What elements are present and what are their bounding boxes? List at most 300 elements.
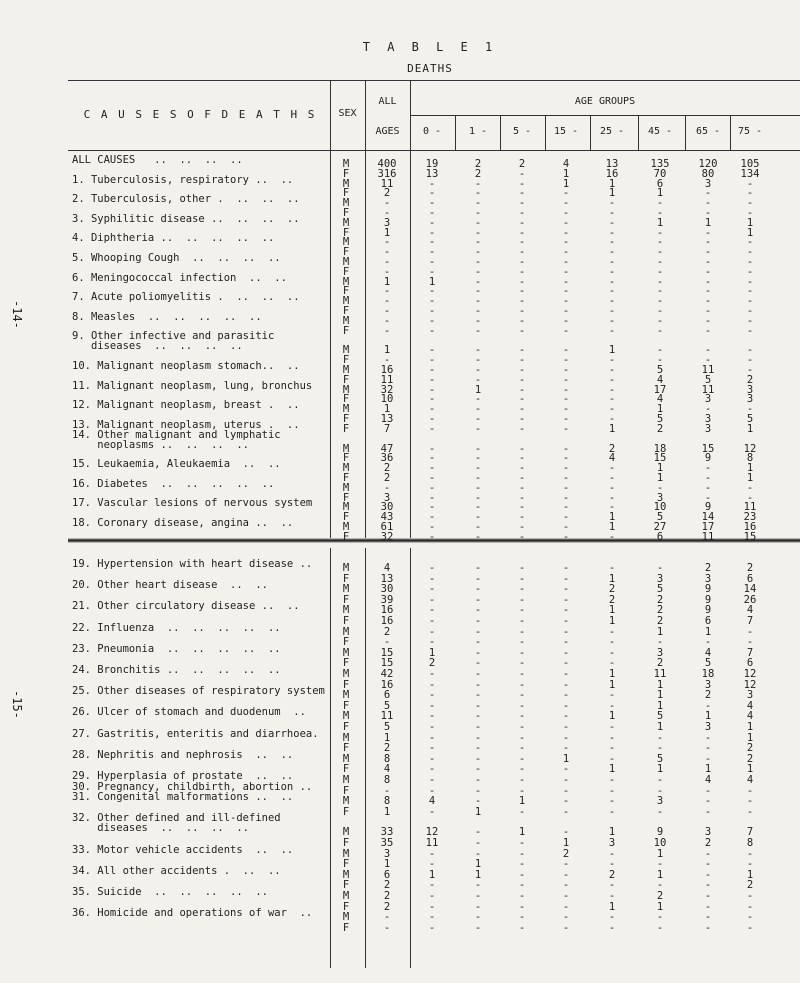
age-group-cell: 6 bbox=[746, 657, 754, 670]
age-group-cell: - bbox=[518, 562, 526, 574]
sex-cell: F bbox=[342, 413, 350, 425]
age-group-cell: - bbox=[562, 774, 570, 786]
all-ages-cell: 4 bbox=[383, 763, 391, 776]
age-group-cell: - bbox=[428, 442, 436, 455]
age-group-cell: - bbox=[656, 774, 664, 786]
age-group-cell: 7 bbox=[746, 646, 754, 659]
age-group-cell: - bbox=[746, 256, 754, 268]
age-group-cell: - bbox=[746, 491, 754, 504]
age-group-cell: 1 bbox=[562, 177, 570, 190]
age-group-cell: - bbox=[428, 364, 436, 376]
table-subtitle: DEATHS bbox=[407, 62, 453, 75]
age-group-cell: - bbox=[562, 422, 570, 435]
age-group-cell: - bbox=[656, 314, 664, 327]
age-group-cell: - bbox=[474, 678, 482, 691]
age-group-cell: 1 bbox=[656, 216, 664, 229]
age-group-cell: 4 bbox=[704, 646, 712, 659]
sex-cell: F bbox=[342, 226, 350, 239]
age-group-cell: - bbox=[746, 364, 754, 376]
age-group-cell: - bbox=[428, 911, 436, 924]
all-ages-cell: 1 bbox=[383, 403, 391, 416]
age-group-cell: 1 bbox=[656, 721, 664, 733]
age-group-cell: - bbox=[562, 354, 570, 367]
age-group-cell: - bbox=[746, 636, 754, 649]
cause-label: 2. Tuberculosis, other . .. .. .. bbox=[72, 193, 300, 206]
age-group-cell: - bbox=[474, 285, 482, 298]
age-group-cell: - bbox=[428, 763, 436, 776]
age-group-cell: 1 bbox=[474, 868, 482, 881]
sex-cell: M bbox=[342, 256, 350, 268]
age-group-cell: - bbox=[428, 383, 436, 396]
age-group-cell: - bbox=[428, 207, 436, 219]
age-group-cell: 1 bbox=[608, 826, 616, 839]
age-group-cell: - bbox=[562, 583, 570, 596]
cause-label: 15. Leukaemia, Aleukaemia .. .. bbox=[72, 458, 281, 471]
age-group-cell: 2 bbox=[608, 583, 616, 596]
age-group-cell: 4 bbox=[746, 604, 754, 617]
age-group-cell: - bbox=[518, 383, 526, 396]
age-group-cell: - bbox=[608, 373, 616, 386]
age-group-cell: - bbox=[428, 187, 436, 200]
cause-label: 22. Influenza .. .. .. .. .. bbox=[72, 621, 281, 634]
age-group-cell: - bbox=[428, 413, 436, 425]
age-group-cell: - bbox=[562, 236, 570, 249]
age-group-cell: 12 bbox=[425, 826, 439, 839]
age-group-cell: - bbox=[518, 187, 526, 200]
age-group-cell: - bbox=[608, 393, 616, 406]
sex-cell: F bbox=[342, 837, 350, 849]
all-ages-cell: 1 bbox=[383, 805, 391, 818]
age-group-cell: - bbox=[746, 295, 754, 308]
age-group-cell: - bbox=[608, 742, 616, 755]
all-ages-cell: 47 bbox=[380, 442, 394, 455]
sex-cell: M bbox=[342, 344, 350, 357]
cause-label: 34. All other accidents . .. .. bbox=[72, 864, 281, 877]
age-group-cell: - bbox=[562, 625, 570, 638]
age-group-cell: - bbox=[608, 795, 616, 808]
age-group-cell: - bbox=[608, 501, 616, 514]
all-ages-cell: - bbox=[383, 324, 391, 337]
all-ages-cell: 11 bbox=[380, 373, 394, 386]
age-group-cell: 1 bbox=[656, 472, 664, 484]
age-group-cell: - bbox=[474, 593, 482, 606]
age-group-cell: - bbox=[704, 226, 712, 239]
all-ages-cell: - bbox=[383, 197, 391, 210]
age-group-cell: 2 bbox=[608, 442, 616, 455]
sex-cell: F bbox=[342, 572, 350, 585]
cause-label: ALL CAUSES .. .. .. .. bbox=[72, 154, 243, 166]
age-group-cell: - bbox=[474, 314, 482, 327]
age-group-cell: - bbox=[474, 236, 482, 249]
all-ages-cell: 2 bbox=[383, 472, 391, 484]
age-group-cell: - bbox=[474, 774, 482, 786]
age-group-cell: 16 bbox=[743, 521, 757, 533]
cause-label: 27. Gastritis, enteritis and diarrhoea. bbox=[72, 727, 319, 740]
age-group-cell: - bbox=[746, 246, 754, 259]
age-group-cell: - bbox=[474, 344, 482, 357]
age-group-cell: - bbox=[562, 442, 570, 455]
age-group-cell: - bbox=[428, 197, 436, 210]
age-group-cell: - bbox=[656, 295, 664, 308]
age-group-cell: 3 bbox=[608, 837, 616, 849]
age-group-cell: - bbox=[428, 285, 436, 298]
sex-cell: M bbox=[342, 774, 350, 786]
age-group-cell: - bbox=[518, 275, 526, 288]
age-group-cell: - bbox=[562, 731, 570, 744]
age-group-cell: - bbox=[518, 615, 526, 627]
age-group-cell: 2 bbox=[656, 615, 664, 627]
age-group-cell: - bbox=[428, 462, 436, 475]
sex-cell: M bbox=[342, 562, 350, 574]
age-group-cell: 6 bbox=[746, 572, 754, 585]
age-group-cell: - bbox=[562, 604, 570, 617]
age-group-cell: - bbox=[518, 521, 526, 533]
age-group-cell: 3 bbox=[656, 795, 664, 808]
age-group-cell: 16 bbox=[605, 167, 619, 180]
cause-label: 18. Coronary disease, angina .. .. bbox=[72, 517, 294, 529]
age-group-cell: - bbox=[704, 462, 712, 475]
age-group-cell: - bbox=[428, 265, 436, 278]
sex-cell: F bbox=[342, 373, 350, 386]
cause-label: 6. Meningococcal infection .. .. bbox=[72, 271, 287, 284]
age-group-cell: 10 bbox=[653, 501, 667, 514]
all-ages-cell: 4 bbox=[383, 562, 391, 574]
all-ages-cell: - bbox=[383, 314, 391, 327]
age-group-cell: 2 bbox=[746, 879, 754, 892]
age-group-cell: - bbox=[656, 285, 664, 298]
age-group-cell: - bbox=[608, 295, 616, 308]
header-age-0: 0 - bbox=[422, 126, 442, 137]
age-group-cell: - bbox=[474, 452, 482, 465]
age-group-cell: - bbox=[518, 511, 526, 524]
age-group-cell: - bbox=[704, 246, 712, 259]
cause-label: 8. Measles .. .. .. .. .. bbox=[72, 310, 262, 323]
cause-label: 28. Nephritis and nephrosis .. .. bbox=[72, 748, 294, 761]
sex-cell: M bbox=[342, 689, 350, 702]
header-age-groups: AGE GROUPS bbox=[574, 96, 636, 107]
age-group-cell: - bbox=[428, 921, 436, 934]
age-group-cell: - bbox=[518, 731, 526, 744]
age-group-cell: 1 bbox=[608, 572, 616, 585]
all-ages-cell: 15 bbox=[380, 657, 394, 670]
all-ages-cell: 1 bbox=[383, 226, 391, 239]
all-ages-cell: 36 bbox=[380, 452, 394, 465]
age-group-cell: - bbox=[428, 354, 436, 367]
age-group-cell: - bbox=[474, 625, 482, 638]
header-age-3: 15 - bbox=[553, 126, 579, 137]
header-age-2: 5 - bbox=[512, 126, 532, 137]
all-ages-cell: 2 bbox=[383, 879, 391, 892]
age-group-cell: - bbox=[428, 521, 436, 533]
age-group-cell: 3 bbox=[704, 393, 712, 406]
age-group-cell: - bbox=[656, 742, 664, 755]
age-group-cell: - bbox=[474, 187, 482, 200]
age-group-cell: - bbox=[704, 481, 712, 494]
age-group-cell: 2 bbox=[746, 752, 754, 765]
age-group-cell: 4 bbox=[746, 699, 754, 712]
sex-cell: M bbox=[342, 668, 350, 680]
all-ages-cell: - bbox=[383, 354, 391, 367]
age-group-cell: - bbox=[608, 403, 616, 416]
age-group-cell: 135 bbox=[650, 158, 670, 170]
age-group-cell: - bbox=[474, 752, 482, 765]
sex-cell: M bbox=[342, 462, 350, 475]
age-group-cell: - bbox=[608, 530, 616, 543]
age-group-cell: 23 bbox=[743, 511, 757, 524]
age-group-cell: - bbox=[428, 805, 436, 818]
all-ages-cell: 61 bbox=[380, 521, 394, 533]
age-group-cell: - bbox=[518, 763, 526, 776]
age-group-cell: - bbox=[518, 246, 526, 259]
age-group-cell: 3 bbox=[656, 572, 664, 585]
age-group-cell: - bbox=[518, 752, 526, 765]
age-group-cell: - bbox=[562, 657, 570, 670]
cause-label: 17. Vascular lesions of nervous system bbox=[72, 497, 313, 510]
age-group-cell: - bbox=[562, 890, 570, 902]
age-group-cell: 3 bbox=[656, 491, 664, 504]
age-group-cell: - bbox=[428, 314, 436, 327]
all-ages-cell: - bbox=[383, 265, 391, 278]
all-ages-cell: 13 bbox=[380, 572, 394, 585]
age-group-cell: - bbox=[562, 900, 570, 913]
age-group-cell: - bbox=[474, 921, 482, 934]
age-group-cell: - bbox=[704, 275, 712, 288]
age-group-cell: 1 bbox=[608, 604, 616, 617]
all-ages-cell: - bbox=[383, 285, 391, 298]
sex-cell: F bbox=[342, 657, 350, 670]
age-group-cell: 4 bbox=[656, 373, 664, 386]
age-group-cell: - bbox=[656, 207, 664, 219]
age-group-cell: - bbox=[428, 177, 436, 190]
age-group-cell: - bbox=[562, 879, 570, 892]
sex-cell: M bbox=[342, 521, 350, 533]
sex-cell: M bbox=[342, 583, 350, 596]
age-group-cell: - bbox=[474, 530, 482, 543]
page-number-top: -14- bbox=[10, 300, 24, 329]
age-group-cell: - bbox=[474, 364, 482, 376]
age-group-cell: 1 bbox=[656, 187, 664, 200]
sex-cell: M bbox=[342, 646, 350, 659]
age-group-cell: - bbox=[474, 472, 482, 484]
header-age-1: 1 - bbox=[468, 126, 488, 137]
age-group-cell: - bbox=[474, 890, 482, 902]
age-group-cell: 2 bbox=[746, 562, 754, 574]
age-group-cell: - bbox=[746, 314, 754, 327]
age-group-cell: - bbox=[428, 393, 436, 406]
age-group-cell: - bbox=[656, 921, 664, 934]
age-group-cell: - bbox=[518, 646, 526, 659]
age-group-cell: - bbox=[562, 187, 570, 200]
age-group-cell: 9 bbox=[704, 593, 712, 606]
age-group-cell: 1 bbox=[608, 763, 616, 776]
age-group-cell: - bbox=[562, 668, 570, 680]
age-group-cell: - bbox=[518, 256, 526, 268]
age-group-cell: - bbox=[562, 805, 570, 818]
age-group-cell: - bbox=[474, 636, 482, 649]
age-group-cell: - bbox=[474, 501, 482, 514]
age-group-cell: 4 bbox=[656, 393, 664, 406]
cause-label: 29. Hyperplasia of prostate .. .. bbox=[72, 770, 294, 782]
age-group-cell: 1 bbox=[746, 226, 754, 239]
age-group-cell: - bbox=[518, 837, 526, 849]
age-group-cell: - bbox=[704, 731, 712, 744]
age-group-cell: - bbox=[608, 911, 616, 924]
age-group-cell: - bbox=[656, 731, 664, 744]
age-group-cell: - bbox=[746, 858, 754, 871]
age-group-cell: - bbox=[746, 344, 754, 357]
age-group-cell: - bbox=[428, 742, 436, 755]
table-title: T A B L E 1 bbox=[362, 40, 498, 54]
all-ages-cell: 5 bbox=[383, 699, 391, 712]
age-group-cell: - bbox=[518, 530, 526, 543]
age-group-cell: 1 bbox=[746, 721, 754, 733]
all-ages-cell: 1 bbox=[383, 731, 391, 744]
age-group-cell: 1 bbox=[428, 868, 436, 881]
age-group-cell: - bbox=[428, 593, 436, 606]
age-group-cell: 3 bbox=[704, 826, 712, 839]
age-group-cell: 5 bbox=[656, 752, 664, 765]
age-group-cell: 11 bbox=[701, 364, 715, 376]
cause-label: 13. Malignant neoplasm, uterus . .. bbox=[72, 418, 300, 431]
age-group-cell: - bbox=[562, 911, 570, 924]
age-group-cell: 1 bbox=[562, 752, 570, 765]
age-group-cell: 3 bbox=[746, 383, 754, 396]
age-group-cell: - bbox=[704, 847, 712, 860]
cause-label: 1. Tuberculosis, respiratory .. .. bbox=[72, 173, 294, 186]
age-group-cell: - bbox=[562, 256, 570, 268]
age-group-cell: - bbox=[562, 226, 570, 239]
sex-cell: F bbox=[342, 921, 350, 934]
age-group-cell: - bbox=[518, 216, 526, 229]
age-group-cell: - bbox=[608, 625, 616, 638]
age-group-cell: 1 bbox=[608, 344, 616, 357]
age-group-cell: - bbox=[518, 324, 526, 337]
age-group-cell: 1 bbox=[746, 731, 754, 744]
age-group-cell: - bbox=[428, 678, 436, 691]
cause-label: 11. Malignant neoplasm, lung, bronchus bbox=[72, 379, 313, 392]
cause-label: 30. Pregnancy, childbirth, abortion .. bbox=[72, 780, 313, 793]
age-group-cell: - bbox=[562, 305, 570, 317]
header-age-4: 25 - bbox=[599, 126, 625, 137]
age-group-cell: - bbox=[746, 236, 754, 249]
age-group-cell: - bbox=[746, 197, 754, 210]
age-group-cell: - bbox=[656, 275, 664, 288]
all-ages-cell: - bbox=[383, 256, 391, 268]
age-group-cell: - bbox=[562, 246, 570, 259]
cause-label: 21. Other circulatory disease .. .. bbox=[72, 600, 300, 613]
age-group-cell: 19 bbox=[425, 158, 439, 170]
age-group-cell: - bbox=[746, 625, 754, 638]
age-group-cell: - bbox=[608, 226, 616, 239]
age-group-cell: - bbox=[656, 226, 664, 239]
age-group-cell: - bbox=[562, 646, 570, 659]
age-group-cell: - bbox=[474, 246, 482, 259]
age-group-cell: - bbox=[746, 207, 754, 219]
age-group-cell: - bbox=[704, 236, 712, 249]
all-ages-cell: 39 bbox=[380, 593, 394, 606]
age-group-cell: - bbox=[608, 462, 616, 475]
age-group-cell: - bbox=[656, 858, 664, 871]
sex-cell: F bbox=[342, 615, 350, 627]
age-group-cell: - bbox=[704, 805, 712, 818]
all-ages-cell: 8 bbox=[383, 752, 391, 765]
age-group-cell: - bbox=[518, 689, 526, 702]
age-group-cell: 7 bbox=[746, 615, 754, 627]
age-group-cell: - bbox=[562, 452, 570, 465]
age-group-cell: 11 bbox=[425, 837, 439, 849]
age-group-cell: - bbox=[518, 373, 526, 386]
age-group-cell: - bbox=[608, 246, 616, 259]
age-group-cell: - bbox=[562, 572, 570, 585]
all-ages-cell: - bbox=[383, 921, 391, 934]
age-group-cell: 17 bbox=[701, 521, 715, 533]
age-group-cell: - bbox=[656, 805, 664, 818]
age-group-cell: - bbox=[562, 501, 570, 514]
age-group-cell: - bbox=[518, 177, 526, 190]
age-group-cell: 10 bbox=[653, 837, 667, 849]
age-group-cell: 120 bbox=[698, 158, 718, 170]
cause-label: 14. Other malignant and lymphatic neoplasms .. .. .. .. bbox=[72, 428, 281, 451]
age-group-cell: - bbox=[704, 890, 712, 902]
age-group-cell: 2 bbox=[656, 422, 664, 435]
age-group-cell: - bbox=[428, 847, 436, 860]
age-group-cell: 1 bbox=[704, 763, 712, 776]
cause-label: 32. Other defined and ill-defined diseases .. .. .. .. bbox=[72, 812, 281, 835]
age-group-cell: - bbox=[428, 784, 436, 797]
all-ages-cell: 6 bbox=[383, 689, 391, 702]
age-group-cell: 4 bbox=[562, 158, 570, 170]
age-group-cell: - bbox=[428, 615, 436, 627]
age-group-cell: 12 bbox=[743, 442, 757, 455]
age-group-cell: - bbox=[518, 226, 526, 239]
sex-cell: F bbox=[342, 511, 350, 524]
age-group-cell: - bbox=[562, 530, 570, 543]
age-group-cell: - bbox=[704, 207, 712, 219]
age-group-cell: - bbox=[562, 207, 570, 219]
age-group-cell: - bbox=[704, 403, 712, 416]
age-group-cell: - bbox=[474, 413, 482, 425]
all-ages-cell: 2 bbox=[383, 900, 391, 913]
age-group-cell: - bbox=[608, 383, 616, 396]
sex-cell: F bbox=[342, 354, 350, 367]
age-group-cell: - bbox=[562, 763, 570, 776]
age-group-cell: - bbox=[746, 900, 754, 913]
age-group-cell: - bbox=[518, 593, 526, 606]
age-group-cell: - bbox=[518, 742, 526, 755]
age-group-cell: - bbox=[608, 689, 616, 702]
age-group-cell: - bbox=[608, 275, 616, 288]
all-ages-cell: 3 bbox=[383, 847, 391, 860]
age-group-cell: 2 bbox=[704, 837, 712, 849]
sex-cell: M bbox=[342, 216, 350, 229]
age-group-cell: 3 bbox=[704, 572, 712, 585]
header-age-6: 65 - bbox=[695, 126, 721, 137]
age-group-cell: 1 bbox=[746, 868, 754, 881]
age-group-cell: - bbox=[608, 285, 616, 298]
age-group-cell: - bbox=[562, 481, 570, 494]
sex-cell: F bbox=[342, 393, 350, 406]
age-group-cell: - bbox=[474, 879, 482, 892]
age-group-cell: 2 bbox=[746, 373, 754, 386]
age-group-cell: - bbox=[518, 364, 526, 376]
age-group-cell: - bbox=[474, 731, 482, 744]
age-group-cell: - bbox=[704, 285, 712, 298]
age-group-cell: 3 bbox=[704, 721, 712, 733]
age-group-cell: - bbox=[608, 890, 616, 902]
age-group-cell: - bbox=[562, 462, 570, 475]
age-group-cell: - bbox=[704, 879, 712, 892]
sex-cell: M bbox=[342, 364, 350, 376]
